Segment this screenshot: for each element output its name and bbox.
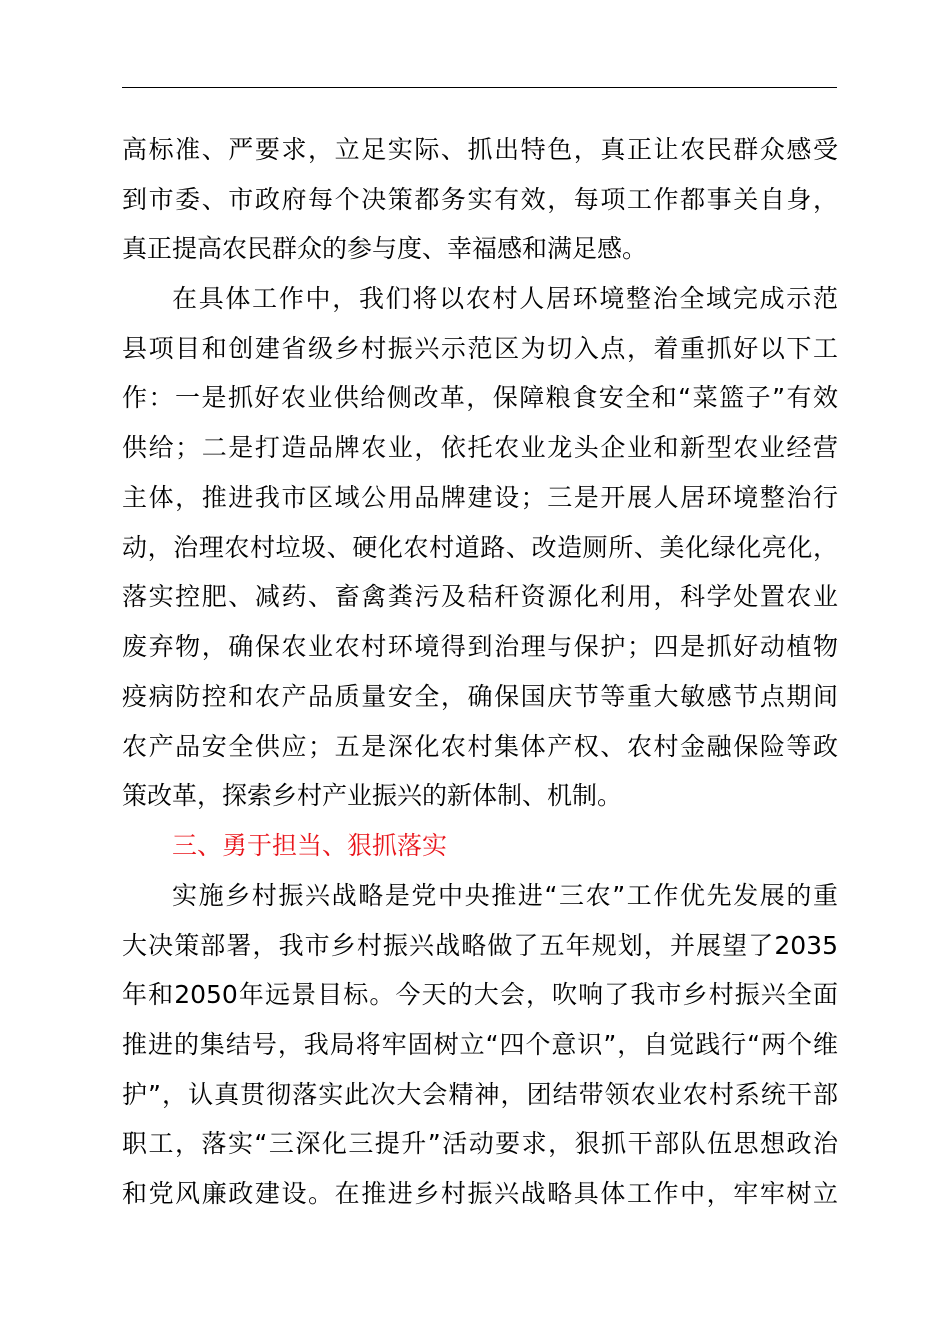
header-rule — [122, 87, 837, 88]
text-line: 护”，认真贯彻落实此次大会精神，团结带领农业农村系统干部 — [122, 1080, 838, 1109]
text-line: 到市委、市政府每个决策都务实有效，每项工作都事关自身， — [122, 185, 838, 214]
text-line: 高标准、严要求，立足实际、抓出特色，真正让农民群众感受 — [122, 135, 838, 164]
text-line: 供给；二是打造品牌农业，依托农业龙头企业和新型农业经营 — [122, 433, 838, 462]
text-line: 年和2050年远景目标。今天的大会，吹响了我市乡村振兴全面 — [122, 980, 838, 1009]
text-line: 职工，落实“三深化三提升”活动要求，狠抓干部队伍思想政治 — [122, 1129, 838, 1158]
text-line: 动，治理农村垃圾、硬化农村道路、改造厕所、美化绿化亮化， — [122, 533, 838, 562]
text-line: 主体，推进我市区域公用品牌建设；三是开展人居环境整治行 — [122, 483, 838, 512]
text-line: 策改革，探索乡村产业振兴的新体制、机制。 — [122, 781, 623, 810]
text-line: 推进的集结号，我局将牢固树立“四个意识”，自觉践行“两个维 — [122, 1030, 838, 1059]
text-line: 落实控肥、减药、畜禽粪污及秸秆资源化利用，科学处置农业 — [122, 582, 838, 611]
text-line: 实施乡村振兴战略是党中央推进“三农”工作优先发展的重 — [172, 881, 838, 910]
text-line: 疫病防控和农产品质量安全，确保国庆节等重大敏感节点期间 — [122, 682, 838, 711]
section-heading: 三、勇于担当、狠抓落实 — [172, 831, 448, 860]
text-line: 县项目和创建省级乡村振兴示范区为切入点，着重抓好以下工 — [122, 334, 838, 363]
text-line: 废弃物，确保农业农村环境得到治理与保护；四是抓好动植物 — [122, 632, 838, 661]
text-line: 农产品安全供应；五是深化农村集体产权、农村金融保险等政 — [122, 732, 838, 761]
text-line: 在具体工作中，我们将以农村人居环境整治全域完成示范 — [172, 284, 838, 313]
text-line: 真正提高农民群众的参与度、幸福感和满足感。 — [122, 234, 648, 263]
text-line: 和党风廉政建设。在推进乡村振兴战略具体工作中，牢牢树立 — [122, 1179, 838, 1208]
text-line: 作：一是抓好农业供给侧改革，保障粮食安全和“菜篮子”有效 — [122, 383, 838, 412]
text-line: 大决策部署，我市乡村振兴战略做了五年规划，并展望了2035 — [122, 931, 838, 960]
